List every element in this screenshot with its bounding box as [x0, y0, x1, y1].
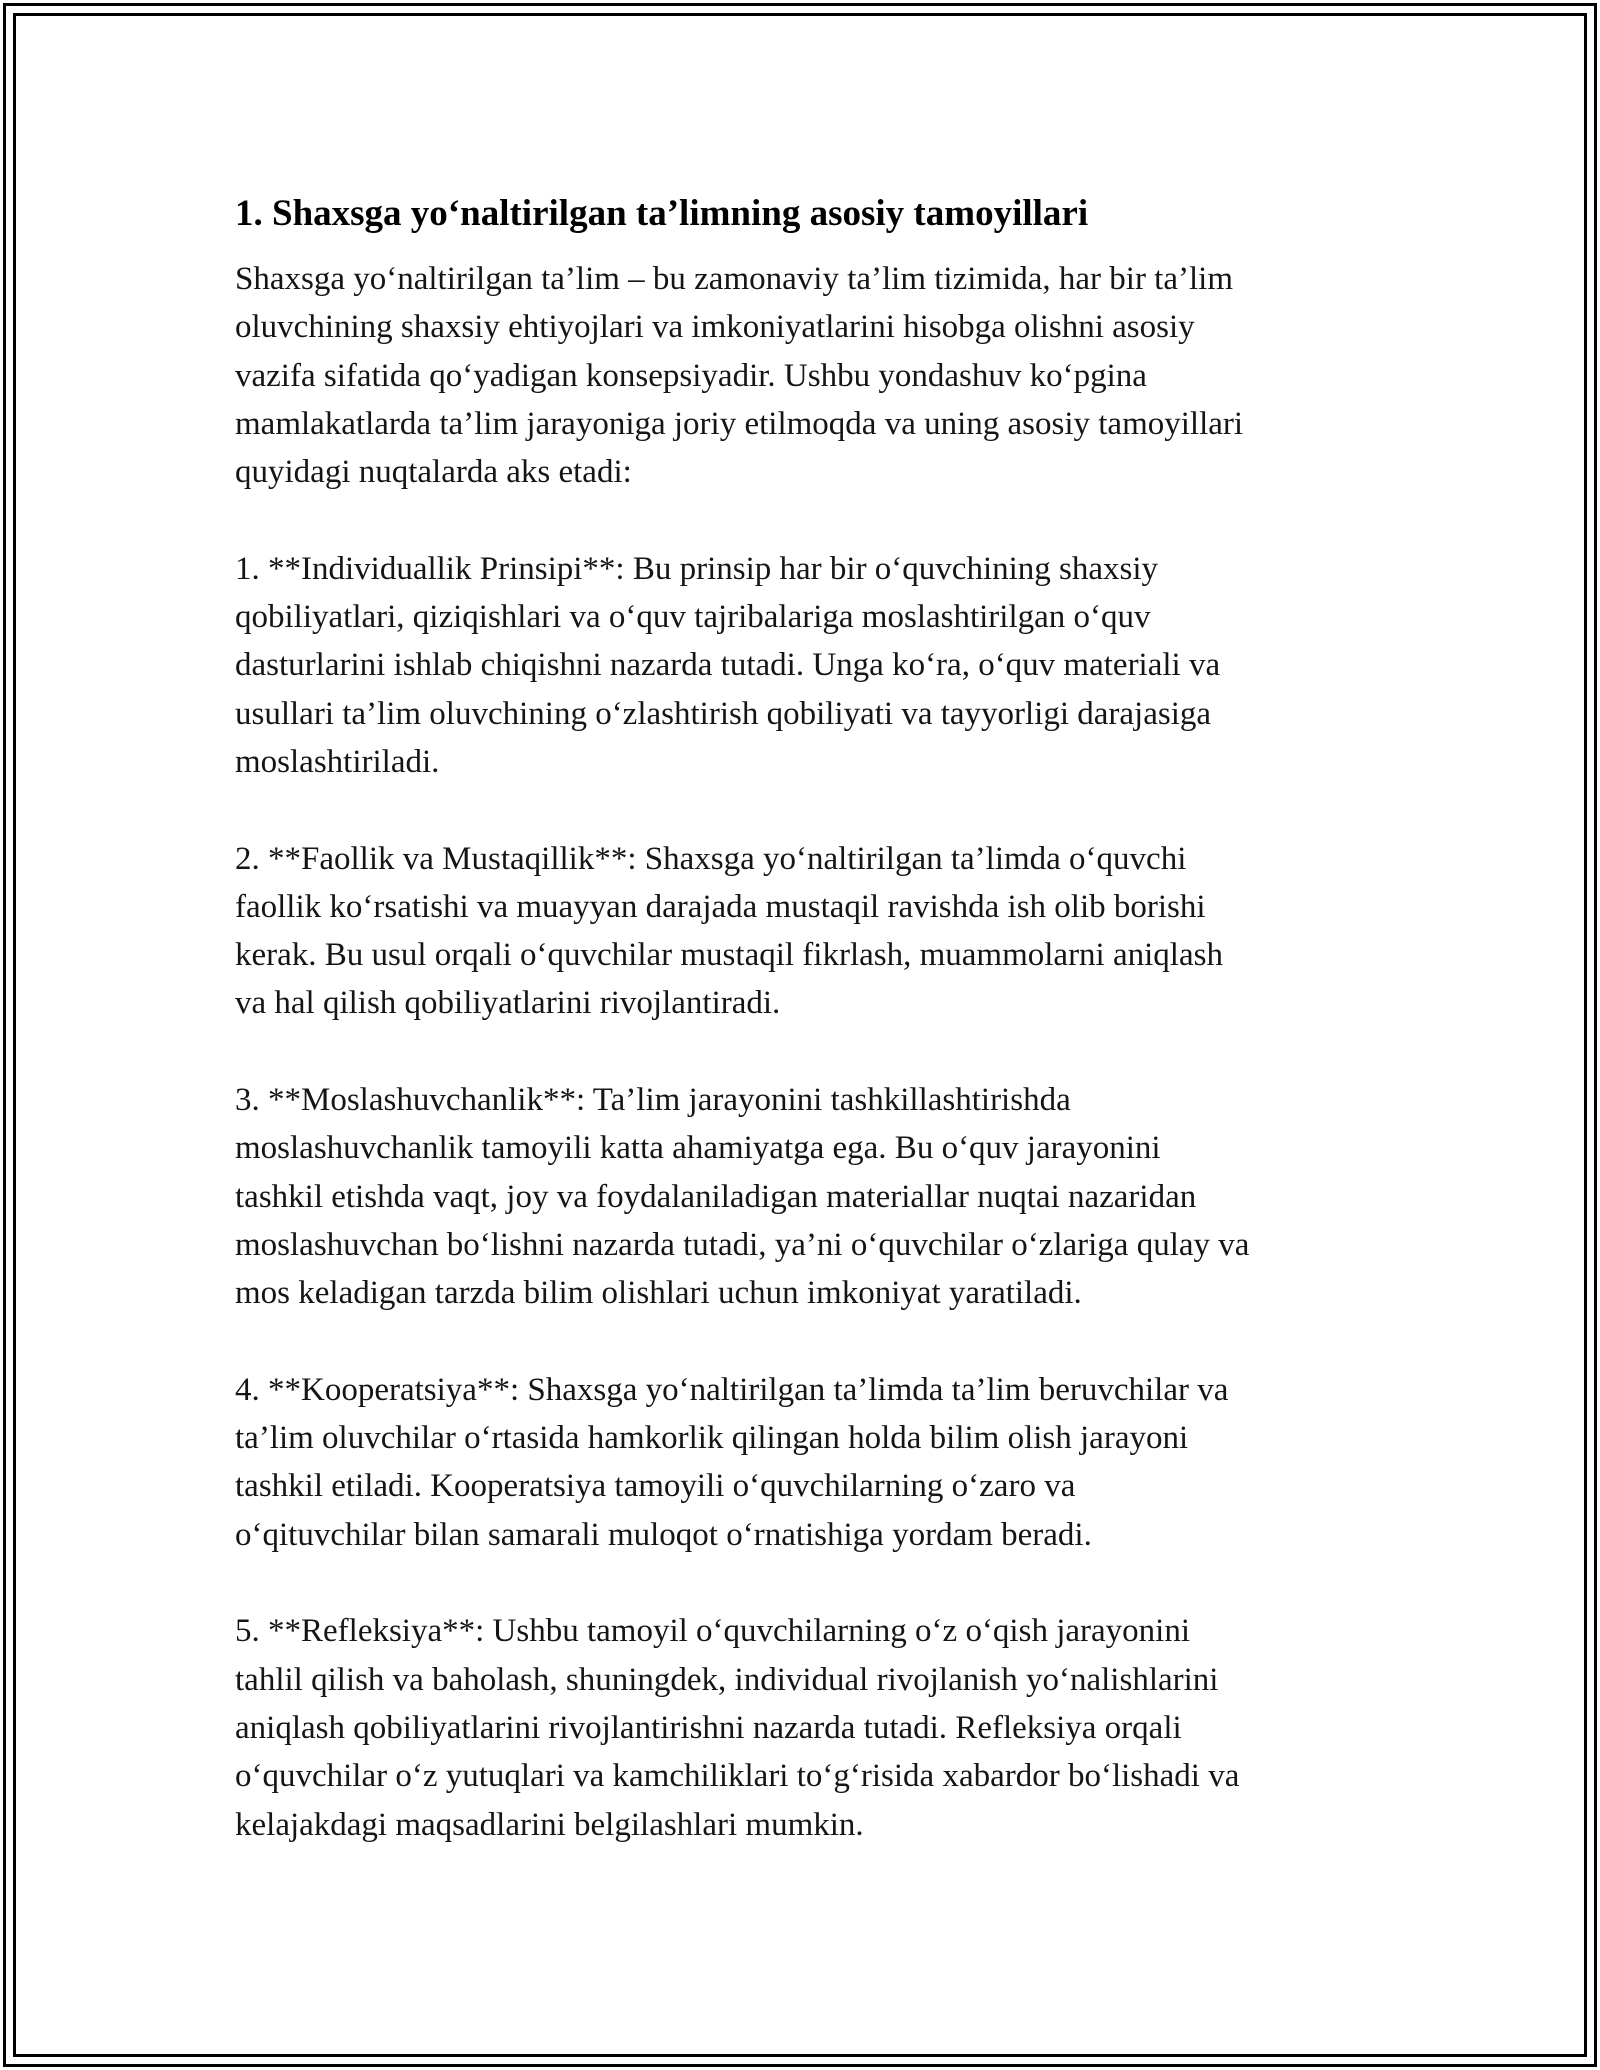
principle-item-individuallik	[235, 545, 1375, 786]
text-line: aniqlash qobiliyatlarini rivojlantirishni nazarda tutadi. Refleksiya orqali	[235, 1709, 1182, 1746]
text-line: faollik ko‘rsatishi va muayyan darajada mustaqil ravishda ish olib borishi	[235, 888, 1206, 925]
principle-item-faollik	[235, 835, 1375, 1028]
text-line: moslashuvchanlik tamoyili katta ahamiyatga ega. Bu o‘quv jarayonini	[235, 1130, 1161, 1167]
text-line: tashkil etiladi. Kooperatsiya tamoyili o‘quvchilarning o‘zaro va	[235, 1468, 1076, 1505]
text-line: tashkil etishda vaqt, joy va foydalaniladigan materiallar nuqtai nazaridan	[235, 1178, 1197, 1215]
text-line: quyidagi nuqtalarda aks etadi:	[235, 454, 632, 491]
text-line: Shaxsga yo‘naltirilgan ta’lim – bu zamonaviy ta’lim tizimida, har bir ta’lim	[235, 261, 1233, 297]
text-line: oluvchining shaxsiy ehtiyojlari va imkoniyatlarini hisobga olishni asosiy	[235, 309, 1195, 346]
text-line: dasturlarini ishlab chiqishni nazarda tutadi. Unga ko‘ra, o‘quv materiali va	[235, 647, 1221, 684]
principle-item-refleksiya	[235, 1607, 1375, 1848]
text-line: ta’lim oluvchilar o‘rtasida hamkorlik qilingan holda bilim olish jarayoni	[235, 1420, 1189, 1457]
text-line: 5. **Refleksiya**: Ushbu tamoyil o‘quvchilarning o‘z o‘qish jarayonini	[235, 1613, 1190, 1650]
text-line: moslashtiriladi.	[235, 743, 440, 780]
text-line: o‘quvchilar o‘z yutuqlari va kamchiliklari to‘g‘risida xabardor bo‘lishadi va	[235, 1758, 1240, 1795]
text-line: va hal qilish qobiliyatlarini rivojlantiradi.	[235, 985, 781, 1022]
text-line: 1. **Individuallik Prinsipi**: Bu prinsip har bir o‘quvchining shaxsiy	[235, 550, 1159, 587]
text-line: usullari ta’lim oluvchining o‘zlashtirish qobiliyati va tayyorligi darajasiga	[235, 695, 1212, 732]
text-line: tahlil qilish va baholash, shuningdek, individual rivojlanish yo‘nalishlarini	[235, 1661, 1219, 1698]
text-line: moslashuvchan bo‘lishni nazarda tutadi, ya’ni o‘quvchilar o‘zlariga qulay va	[235, 1226, 1250, 1263]
text-line: vazifa sifatida qo‘yadigan konsepsiyadir. Ushbu yondashuv ko‘pgina	[235, 357, 1147, 394]
intro-paragraph	[235, 255, 1375, 496]
document-title: 1. Shaxsga yo‘naltirilgan ta’limning asosiy tamoyillari	[235, 193, 1089, 234]
text-line: o‘qituvchilar bilan samarali muloqot o‘rnatishiga yordam beradi.	[235, 1516, 1092, 1553]
principle-item-moslashuvchanlik	[235, 1076, 1375, 1317]
text-line: 2. **Faollik va Mustaqillik**: Shaxsga yo‘naltirilgan ta’limda o‘quvchi	[235, 840, 1187, 877]
text-line: 4. **Kooperatsiya**: Shaxsga yo‘naltirilgan ta’limda ta’lim beruvchilar va	[235, 1371, 1229, 1408]
text-line: kerak. Bu usul orqali o‘quvchilar mustaqil fikrlash, muammolarni aniqlash	[235, 937, 1223, 974]
text-line: mos keladigan tarzda bilim olishlari uchun imkoniyat yaratiladi.	[235, 1275, 1082, 1312]
text-line: qobiliyatlari, qiziqishlari va o‘quv tajribalariga moslashtirilgan o‘quv	[235, 599, 1151, 636]
document-body	[235, 183, 1375, 1849]
text-line: 3. **Moslashuvchanlik**: Ta’lim jarayonini tashkillashtirishda	[235, 1082, 1071, 1119]
principle-item-kooperatsiya	[235, 1366, 1375, 1559]
text-line: mamlakatlarda ta’lim jarayoniga joriy etilmoqda va uning asosiy tamoyillari	[235, 405, 1244, 442]
text-line: kelajakdagi maqsadlarini belgilashlari mumkin.	[235, 1806, 864, 1843]
